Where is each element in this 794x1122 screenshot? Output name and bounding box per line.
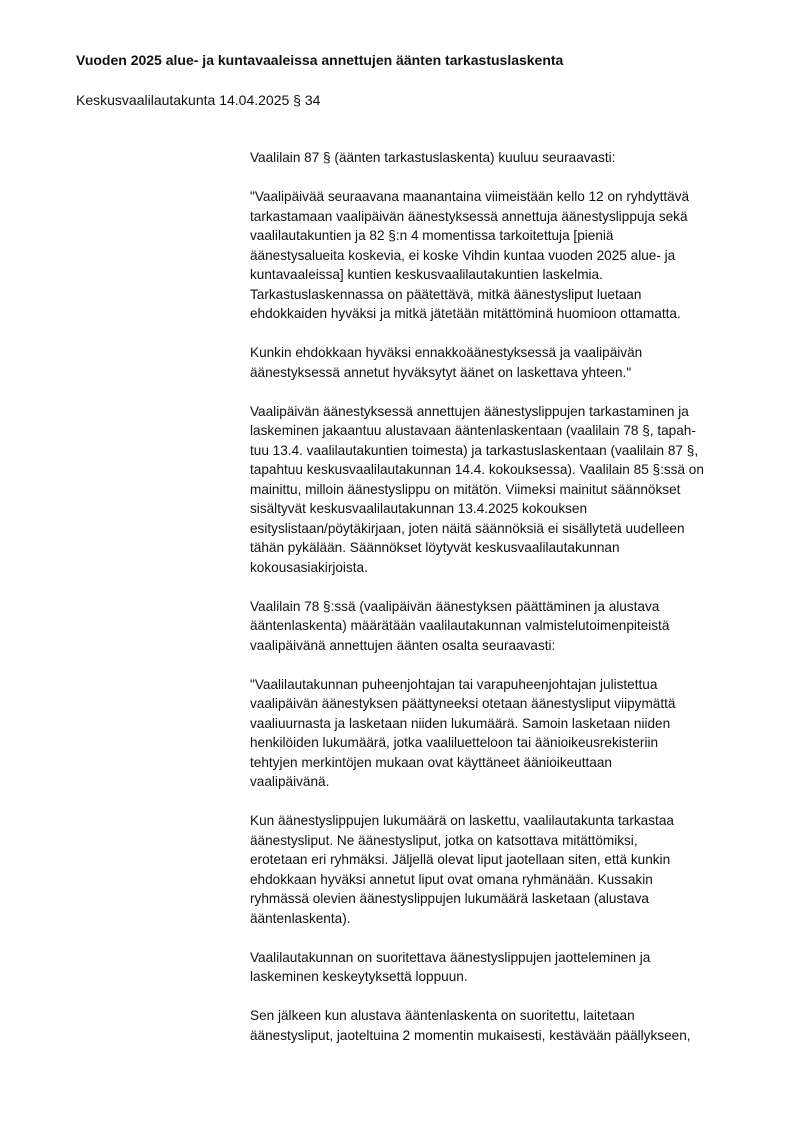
text-line: Vaalilautakunnan on suoritettava äänestyslippujen jaotteleminen ja	[250, 949, 651, 965]
meeting-reference: Keskusvaalilautakunta 14.04.2025 § 34	[76, 92, 321, 108]
text-line: tehtyjen merkintöjen mukaan ovat käyttäneet äänioikeuttaan	[250, 754, 612, 770]
text-line: ryhmässä olevien äänestyslippujen lukumäärä lasketaan (alustava	[250, 891, 649, 906]
text-line: mainittu, milloin äänestyslippu on mitätön. Viimeksi mainitut säännökset	[250, 481, 681, 497]
body-text	[250, 148, 750, 1065]
text-line: vaalipäivänä.	[250, 774, 330, 789]
text-line: vaalipäivän äänestyksen päättyneeksi otetaan äänestysliput viipymättä	[250, 696, 676, 711]
paragraph	[250, 343, 750, 382]
text-line: laskeminen jakaantuu alustavaan ääntenlaskentaan (vaalilain 78 §, tapah-	[250, 423, 696, 438]
text-line: tuu 13.4. vaalilautakuntien toimesta) ja tarkastuslaskentaan (vaalilain 87 §,	[250, 442, 699, 458]
text-line: Vaalipäivän äänestyksessä annettujen äänestyslippujen tarkastaminen ja	[250, 403, 689, 419]
text-line: vaalilautakuntien ja 82 §:n 4 momentissa tarkoitettuja [pieniä	[250, 228, 614, 243]
text-line: Kunkin ehdokkaan hyväksi ennakkoäänestyksessä ja vaalipäivän	[250, 345, 643, 360]
text-line: "Vaalipäivää seuraavana maanantaina viimeistään kello 12 on ryhdyttävä	[250, 189, 690, 204]
text-line: tapahtuu keskusvaalilautakunnan 14.4. kokouksessa). Vaalilain 85 §:ssä on	[250, 462, 704, 477]
text-line: kuntavaaleissa] kuntien keskusvaalilautakuntien laskelmia.	[250, 267, 603, 282]
text-line: esityslistaan/pöytäkirjaan, joten näitä säännöksiä ei sisällytetä uudelleen	[250, 520, 685, 536]
text-line: äänestysliput. Ne äänestysliput, jotka on katsottava mitättömiksi,	[250, 832, 638, 848]
text-line: tähän pykälään. Säännökset löytyvät keskusvaalilautakunnan	[250, 540, 620, 555]
text-line: tarkastamaan vaalipäivän äänestyksessä annettuja äänestyslippuja sekä	[250, 208, 688, 224]
paragraph	[250, 597, 750, 656]
text-line: Vaalilain 78 §:ssä (vaalipäivän äänestyksen päättäminen ja alustava	[250, 598, 660, 614]
paragraph	[250, 948, 750, 987]
paragraph	[250, 675, 750, 792]
text-line: vaaliuurnasta ja lasketaan niiden lukumäärä. Samoin lasketaan niiden	[250, 715, 671, 731]
text-line: Sen jälkeen kun alustava ääntenlaskenta on suoritettu, laitetaan	[250, 1008, 635, 1023]
text-line: ehdokkaan hyväksi annetut liput ovat omana ryhmänään. Kussakin	[250, 871, 653, 887]
text-line: Tarkastuslaskennassa on päätettävä, mitkä äänestysliput luetaan	[250, 286, 642, 302]
text-line: laskeminen keskeytyksettä loppuun.	[250, 969, 468, 984]
document-title: Vuoden 2025 alue- ja kuntavaaleissa annettujen äänten tarkastuslaskenta	[76, 52, 564, 68]
text-line: Vaalilain 87 § (äänten tarkastuslaskenta) kuuluu seuraavasti:	[250, 150, 616, 165]
paragraph	[250, 402, 750, 578]
text-line: "Vaalilautakunnan puheenjohtajan tai varapuheenjohtajan julistettua	[250, 676, 658, 692]
text-line: äänestyksessä annetut hyväksytyt äänet on laskettava yhteen."	[250, 364, 632, 380]
text-line: ääntenlaskenta).	[250, 910, 351, 926]
text-line: erotetaan eri ryhmäksi. Jäljellä olevat liput jaotellaan siten, että kunkin	[250, 852, 671, 867]
text-line: Kun äänestyslippujen lukumäärä on laskettu, vaalilautakunta tarkastaa	[250, 813, 674, 828]
text-line: äänestysliput, jaoteltuina 2 momentin mukaisesti, kestävään päällykseen,	[250, 1027, 691, 1043]
paragraph	[250, 1006, 750, 1045]
text-line: vaalipäivänä annettujen äänten osalta seuraavasti:	[250, 637, 556, 653]
text-line: äänestysalueita koskevia, ei koske Vihdin kuntaa vuoden 2025 alue- ja	[250, 247, 676, 263]
text-line: kokousasiakirjoista.	[250, 559, 368, 575]
text-line: henkilöiden lukumäärä, jotka vaaliluetteloon tai äänioikeusrekisteriin	[250, 735, 659, 750]
text-line: sisältyvät keskusvaalilautakunnan 13.4.2025 kokouksen	[250, 501, 588, 516]
paragraph	[250, 148, 750, 168]
paragraph	[250, 187, 750, 324]
text-line: ääntenlaskenta) määrätään vaalilautakunnan valmistelutoimenpiteistä	[250, 618, 670, 633]
text-line: ehdokkaiden hyväksi ja mitkä jätetään mitättöminä huomioon ottamatta.	[250, 306, 681, 321]
paragraph	[250, 811, 750, 928]
